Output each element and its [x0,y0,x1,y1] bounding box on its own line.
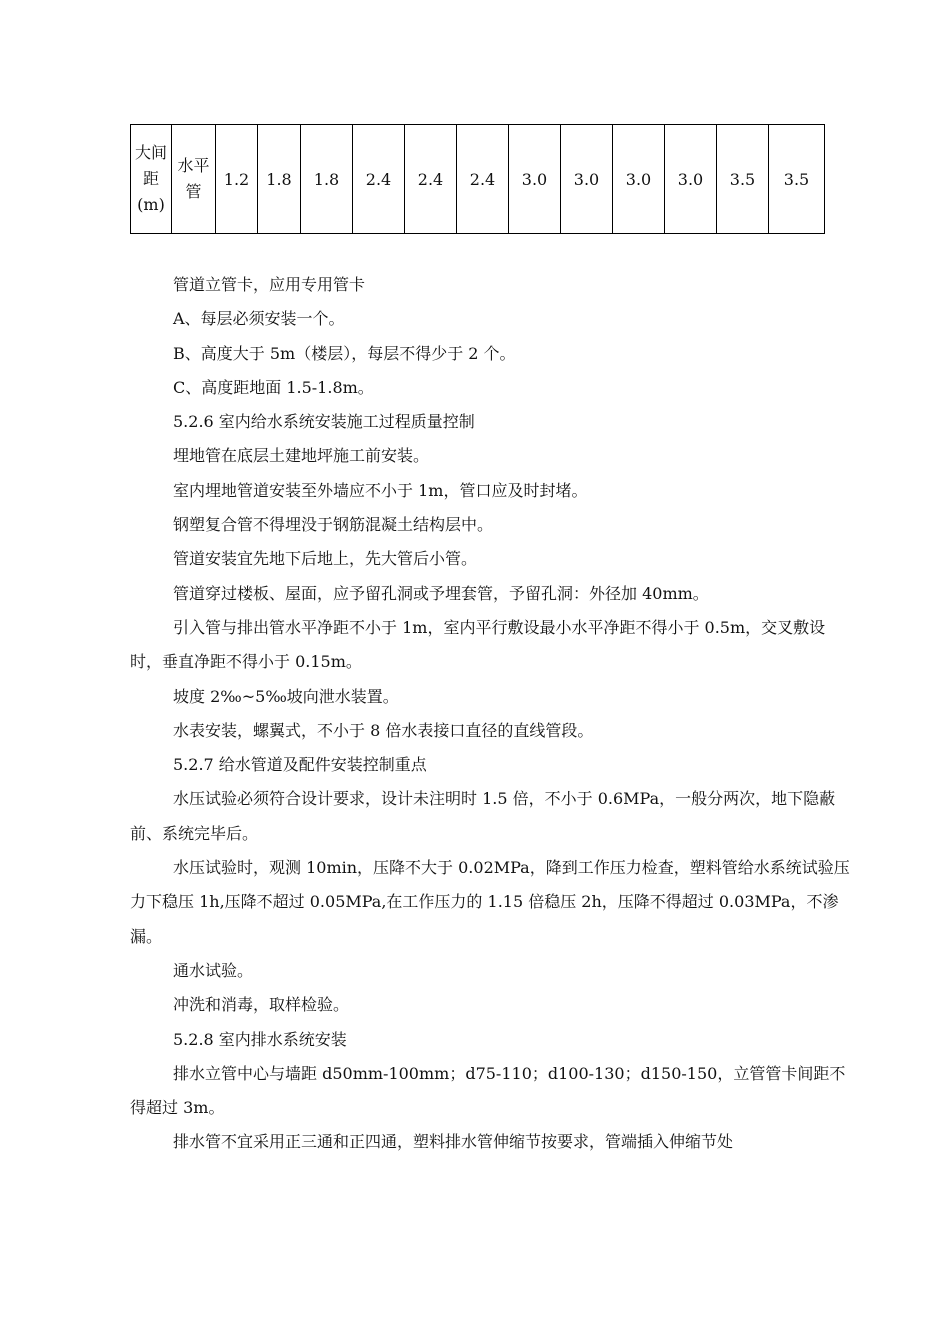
row-label-line: (m) [137,195,165,214]
spacing-value-cell: 3.5 [769,125,825,234]
spacing-value-cell: 1.8 [258,125,301,234]
paragraph: 水压试验必须符合设计要求，设计未注明时 1.5 倍，不小于 0.6MPa，一般分两次，地下隐蔽前、系统完毕后。 [130,789,836,843]
paragraph: 室内埋地管道安装至外墙应不小于 1m，管口应及时封堵。 [173,480,588,500]
paragraph: 坡度 2‰~5‰坡向泄水装置。 [173,686,399,706]
table-row [131,125,825,234]
row-label-line: 距 [142,169,159,188]
spacing-value-cell: 1.8 [301,125,353,234]
spacing-value-cell: 2.4 [457,125,509,234]
spacing-value-cell: 3.0 [665,125,717,234]
paragraph: 管道立管卡，应用专用管卡 [173,275,366,294]
row-label-line: 大间 [134,143,167,162]
spacing-value-cell: 3.0 [561,125,613,234]
spacing-value-cell: 3.0 [613,125,665,234]
sub-label-line: 水平 [177,156,210,175]
sub-label-line: 管 [185,182,202,201]
spacing-value-cell: 3.0 [509,125,561,234]
paragraph: 钢塑复合管不得埋没于钢筋混凝土结构层中。 [173,515,494,535]
section-heading: 5.2.6 室内给水系统安装施工过程质量控制 [173,412,475,432]
paragraph: B、高度大于 5m（楼层），每层不得少于 2 个。 [173,343,516,363]
spacing-value-cell: 2.4 [353,125,405,234]
paragraph: 排水管不宜采用正三通和正四通，塑料排水管伸缩节按要求，管端插入伸缩节处 [173,1132,734,1152]
spacing-value-cell: 2.4 [405,125,457,234]
section-heading: 5.2.7 给水管道及配件安装控制重点 [173,755,427,775]
spacing-value-cell: 3.5 [717,125,769,234]
paragraph: C、高度距地面 1.5-1.8m。 [173,377,374,397]
document-body [130,268,850,1160]
paragraph: 管道安装宜先地下后地上，先大管后小管。 [173,549,478,569]
paragraph: 水压试验时，观测 10min，压降不大于 0.02MPa，降到工作压力检查，塑料管给水系统试验压力下稳压 1h,压降不超过 0.05MPa,在工作压力的 1.15 倍稳压 2h，压降不得超过 0.03MPa，不渗漏。 [130,858,850,946]
paragraph: A、每层必须安装一个。 [173,309,345,329]
paragraph: 引入管与排出管水平净距不小于 1m，室内平行敷设最小水平净距不得小于 0.5m，交叉敷设时，垂直净距不得小于 0.15m。 [130,617,826,672]
spacing-value-cell: 1.2 [216,125,258,234]
paragraph: 埋地管在底层土建地坪施工前安装。 [173,446,430,466]
paragraph: 水表安装，螺翼式，不小于 8 倍水表接口直径的直线管段。 [173,720,594,740]
paragraph: 排水立管中心与墙距 d50mm-100mm；d75-110；d100-130；d150-150，立管管卡间距不得超过 3m。 [130,1063,846,1118]
paragraph: 冲洗和消毒，取样检验。 [173,995,350,1015]
pipe-support-spacing-table [130,124,825,234]
paragraph: 通水试验。 [173,960,254,980]
section-heading: 5.2.8 室内排水系统安装 [173,1029,347,1049]
paragraph: 管道穿过楼板、屋面，应予留孔洞或予埋套管，予留孔洞：外径加 40mm。 [173,583,709,603]
row-label-horizontal-pipe [172,125,216,234]
row-label-max-spacing [131,125,172,234]
